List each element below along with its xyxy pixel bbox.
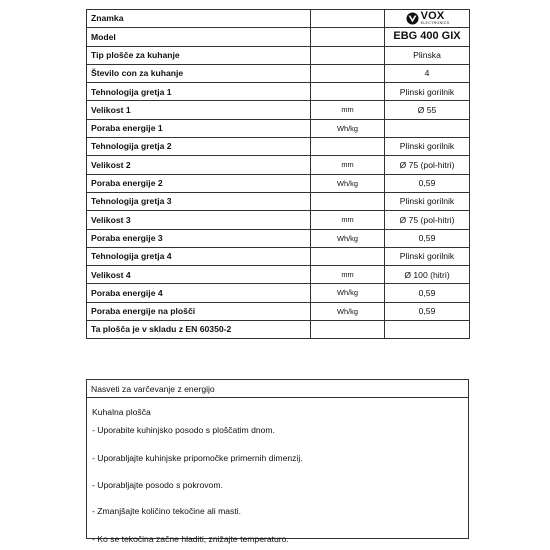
row-value: Plinski gorilnik — [385, 138, 470, 156]
row-label: Poraba energije na plošči — [87, 302, 311, 320]
table-row — [87, 192, 470, 210]
row-label: Ta plošča je v skladu z EN 60350-2 — [87, 321, 311, 339]
table-row — [87, 83, 470, 101]
row-unit: Wh/kg — [311, 284, 385, 302]
vox-logo-icon — [405, 12, 420, 25]
row-value: Ø 75 (pol-hitri) — [385, 156, 470, 174]
tip-item: - Ko se tekočina začne hladiti, znižajte temperaturo. — [92, 534, 289, 544]
table-row — [87, 28, 470, 46]
table-row — [87, 138, 470, 156]
row-unit: mm — [311, 156, 385, 174]
row-label: Model — [87, 28, 311, 46]
tip-item: - Zmanjšajte količino tekočine ali masti. — [92, 506, 242, 516]
row-label: Tehnologija gretja 1 — [87, 83, 311, 101]
brand-logo-cell — [385, 10, 470, 28]
brand-unit-cell — [311, 10, 385, 28]
row-unit — [311, 247, 385, 265]
row-value: 0,59 — [385, 284, 470, 302]
row-unit — [311, 321, 385, 339]
row-unit — [311, 46, 385, 64]
tips-subtitle: Kuhalna plošča — [92, 407, 151, 417]
row-unit: mm — [311, 101, 385, 119]
row-label: Poraba energije 1 — [87, 119, 311, 137]
row-label: Velikost 2 — [87, 156, 311, 174]
tips-title: Nasveti za varčevanje z energijo — [87, 380, 468, 398]
table-row — [87, 119, 470, 137]
row-unit — [311, 28, 385, 46]
row-unit — [311, 83, 385, 101]
table-row — [87, 247, 470, 265]
tip-item: - Uporabljajte kuhinjske pripomočke primernih dimenzij. — [92, 453, 303, 463]
table-row — [87, 46, 470, 64]
row-unit — [311, 138, 385, 156]
row-value: Plinski gorilnik — [385, 83, 470, 101]
row-label: Velikost 1 — [87, 101, 311, 119]
row-value: Plinski gorilnik — [385, 192, 470, 210]
row-label: Poraba energije 4 — [87, 284, 311, 302]
table-row — [87, 156, 470, 174]
row-label: Poraba energije 3 — [87, 229, 311, 247]
row-unit: Wh/kg — [311, 302, 385, 320]
row-value: 0,59 — [385, 302, 470, 320]
brand-label: Znamka — [87, 10, 311, 28]
table-row — [87, 174, 470, 192]
tip-item: - Uporabljajte posodo s pokrovom. — [92, 480, 223, 490]
row-label: Tip plošče za kuhanje — [87, 46, 311, 64]
row-label: Poraba energije 2 — [87, 174, 311, 192]
table-row — [87, 101, 470, 119]
logo-subtitle: ELECTRONICS — [420, 21, 450, 26]
row-value: Plinska — [385, 46, 470, 64]
row-value: 0,59 — [385, 229, 470, 247]
row-value: Ø 100 (hitri) — [385, 266, 470, 284]
row-unit: mm — [311, 266, 385, 284]
vox-logo — [389, 12, 465, 25]
energy-tips-box — [86, 379, 469, 544]
logo-wordmark: VOX — [420, 10, 445, 23]
row-value: EBG 400 GIX — [385, 28, 470, 46]
row-unit — [311, 64, 385, 82]
row-value: Ø 75 (pol-hitri) — [385, 211, 470, 229]
tip-item: - Uporabite kuhinjsko posodo s ploščatim dnom. — [92, 425, 275, 435]
row-label: Tehnologija gretja 3 — [87, 192, 311, 210]
row-unit — [311, 192, 385, 210]
row-value: 4 — [385, 64, 470, 82]
row-value: Plinski gorilnik — [385, 247, 470, 265]
table-row — [87, 284, 470, 302]
spec-table-body — [87, 10, 470, 339]
table-row — [87, 229, 470, 247]
row-unit: Wh/kg — [311, 229, 385, 247]
row-value — [385, 321, 470, 339]
row-unit: Wh/kg — [311, 119, 385, 137]
row-label: Tehnologija gretja 4 — [87, 247, 311, 265]
row-label: Velikost 4 — [87, 266, 311, 284]
table-row-brand — [87, 10, 470, 28]
row-value: 0,59 — [385, 174, 470, 192]
row-value: Ø 55 — [385, 101, 470, 119]
spec-table — [86, 9, 470, 339]
table-row — [87, 266, 470, 284]
row-value — [385, 119, 470, 137]
row-unit: mm — [311, 211, 385, 229]
table-row — [87, 211, 470, 229]
table-row — [87, 321, 470, 339]
row-unit: Wh/kg — [311, 174, 385, 192]
table-row — [87, 64, 470, 82]
table-row — [87, 302, 470, 320]
row-label: Tehnologija gretja 2 — [87, 138, 311, 156]
row-label: Velikost 3 — [87, 211, 311, 229]
row-label: Število con za kuhanje — [87, 64, 311, 82]
